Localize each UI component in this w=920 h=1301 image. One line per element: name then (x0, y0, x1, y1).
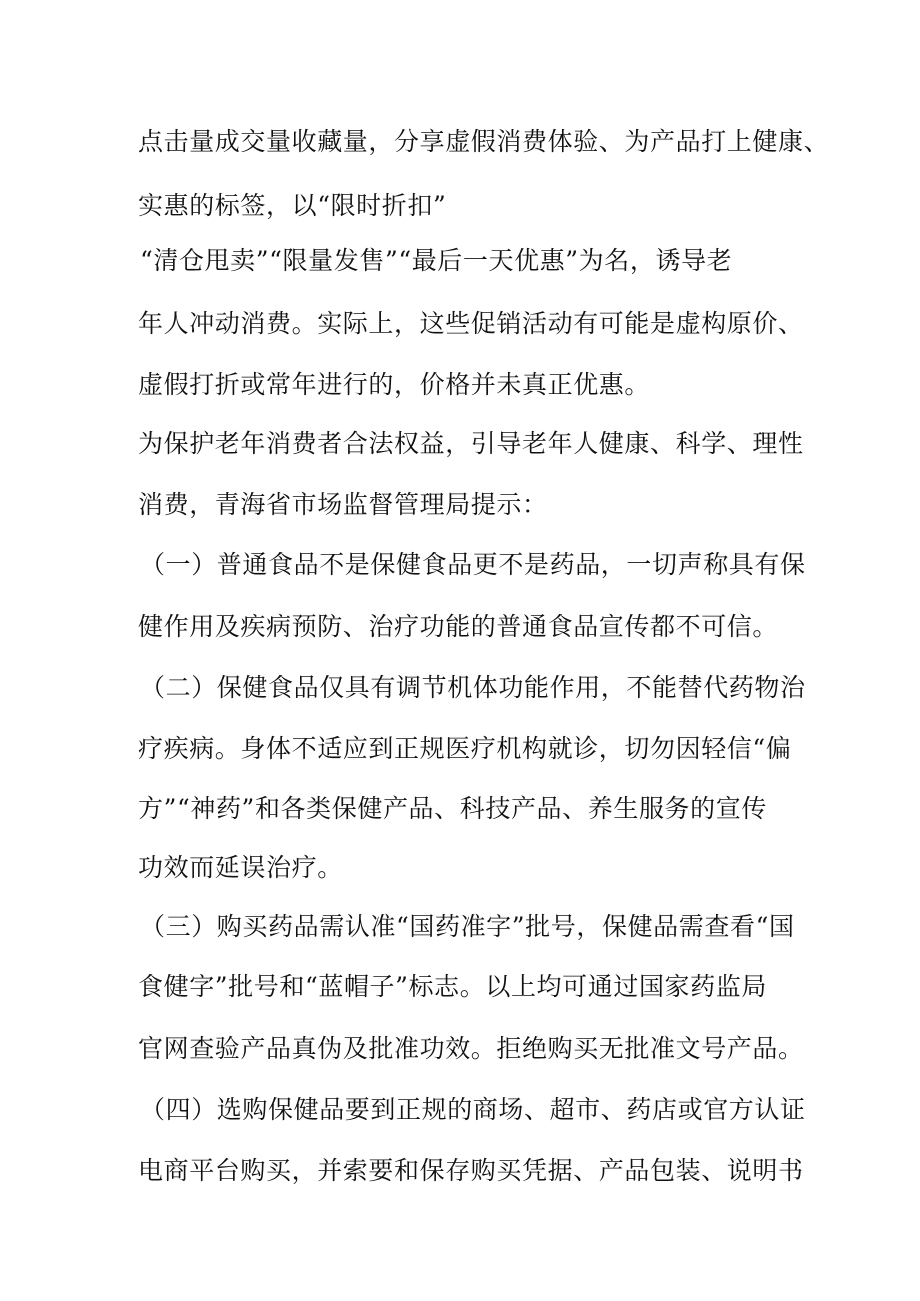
text-line: 年人冲动消费。实际上，这些促销活动有可能是虚构原价、 (138, 309, 804, 338)
text-line: （四）选购保健品要到正规的商场、超市、药店或官方认证 (140, 1095, 806, 1124)
text-line: 为保护老年消费者合法权益，引导老年人健康、科学、理性 (138, 429, 804, 458)
text-line: 点击量成交量收藏量，分享虚假消费体验、为产品打上健康、 (138, 127, 830, 156)
text-line: （一）普通食品不是保健食品更不是药品，一切声称具有保 (140, 550, 806, 579)
text-line: 方”“神药”和各类保健产品、科技产品、养生服务的宣传 (138, 794, 767, 823)
text-line: 功效而延误治疗。 (138, 853, 343, 882)
text-line: “清仓甩卖”“限量发售”“最后一天优惠”为名，诱导老 (140, 246, 733, 275)
text-line: 消费，青海省市场监督管理局提示： (138, 490, 548, 519)
text-line: （三）购买药品需认准“国药准字”批号，保健品需查看“国 (140, 912, 795, 941)
text-line: 虚假打折或常年进行的，价格并未真正优惠。 (138, 370, 651, 399)
text-line: 食健字”批号和“蓝帽子”标志。以上均可通过国家药监局 (138, 972, 767, 1001)
text-line: （二）保健食品仅具有调节机体功能作用，不能替代药物治 (140, 673, 806, 702)
text-line: 健作用及疾病预防、治疗功能的普通食品宣传都不可信。 (138, 612, 779, 641)
text-line: 官网查验产品真伪及批准功效。拒绝购买无批准文号产品。 (138, 1034, 804, 1063)
text-line: 电商平台购买，并索要和保存购买凭据、产品包装、说明书 (138, 1156, 804, 1185)
text-line: 疗疾病。身体不适应到正规医疗机构就诊，切勿因轻信“偏 (138, 734, 792, 763)
text-line: 实惠的标签，以“限时折扣” (138, 191, 447, 220)
